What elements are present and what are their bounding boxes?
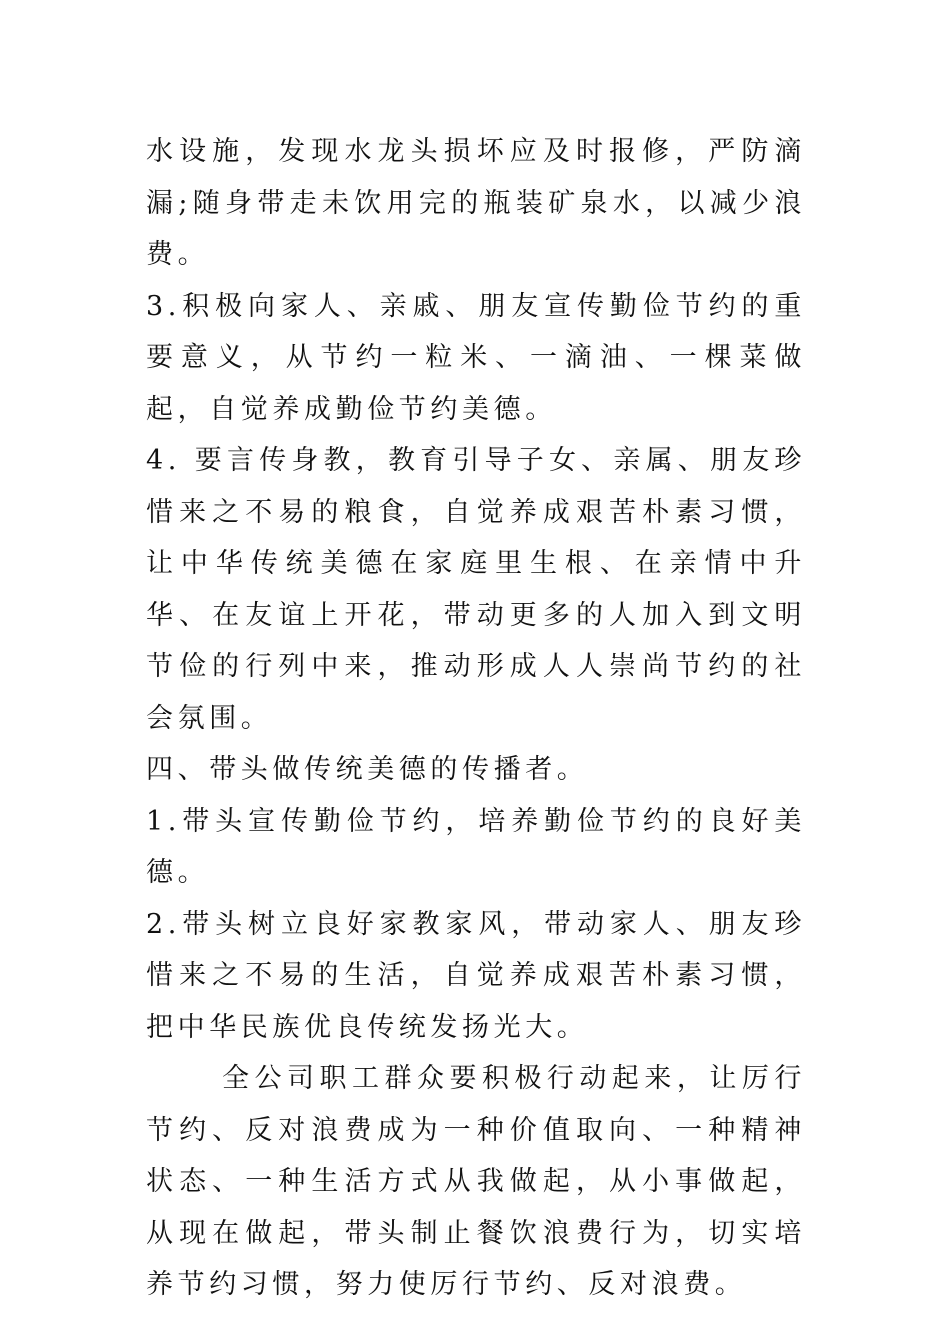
paragraph-item-2-family-tradition: 2.带头树立良好家教家风，带动家人、朋友珍惜来之不易的生活，自觉养成艰苦朴素习惯，把中华民族优良传统发扬光大。 (146, 908, 806, 1043)
paragraph-item-3-family-publicity: 3.积极向家人、亲戚、朋友宣传勤俭节约的重要意义，从节约一粒米、一滴油、一棵菜做起，自觉养成勤俭节约美德。 (146, 290, 806, 425)
paragraph-item-4-lead-by-example: 4. 要言传身教，教育引导子女、亲属、朋友珍惜来之不易的粮食，自觉养成艰苦朴素习惯，让中华传统美德在家庭里生根、在亲情中升华、在友谊上开花，带动更多的人加入到文明节俭的行列中来，推动形成人人崇尚节约的社会氛围。 (146, 445, 806, 734)
section-heading-four: 四、带头做传统美德的传播者。 (146, 754, 589, 785)
paragraph-item-1-promote-thrift: 1.带头宣传勤俭节约，培养勤俭节约的良好美德。 (146, 805, 806, 888)
paragraph-water-facilities: 水设施，发现水龙头损坏应及时报修，严防滴漏;随身带走未饮用完的瓶装矿泉水，以减少浪费。 (146, 136, 806, 270)
document-body (146, 126, 806, 1311)
paragraph-closing-call: 全公司职工群众要积极行动起来，让厉行节约、反对浪费成为一种价值取向、一种精神状态、一种生活方式从我做起，从小事做起，从现在做起，带头制止餐饮浪费行为，切实培养节约习惯，努力使厉行节约、反对浪费。 (146, 1063, 806, 1300)
